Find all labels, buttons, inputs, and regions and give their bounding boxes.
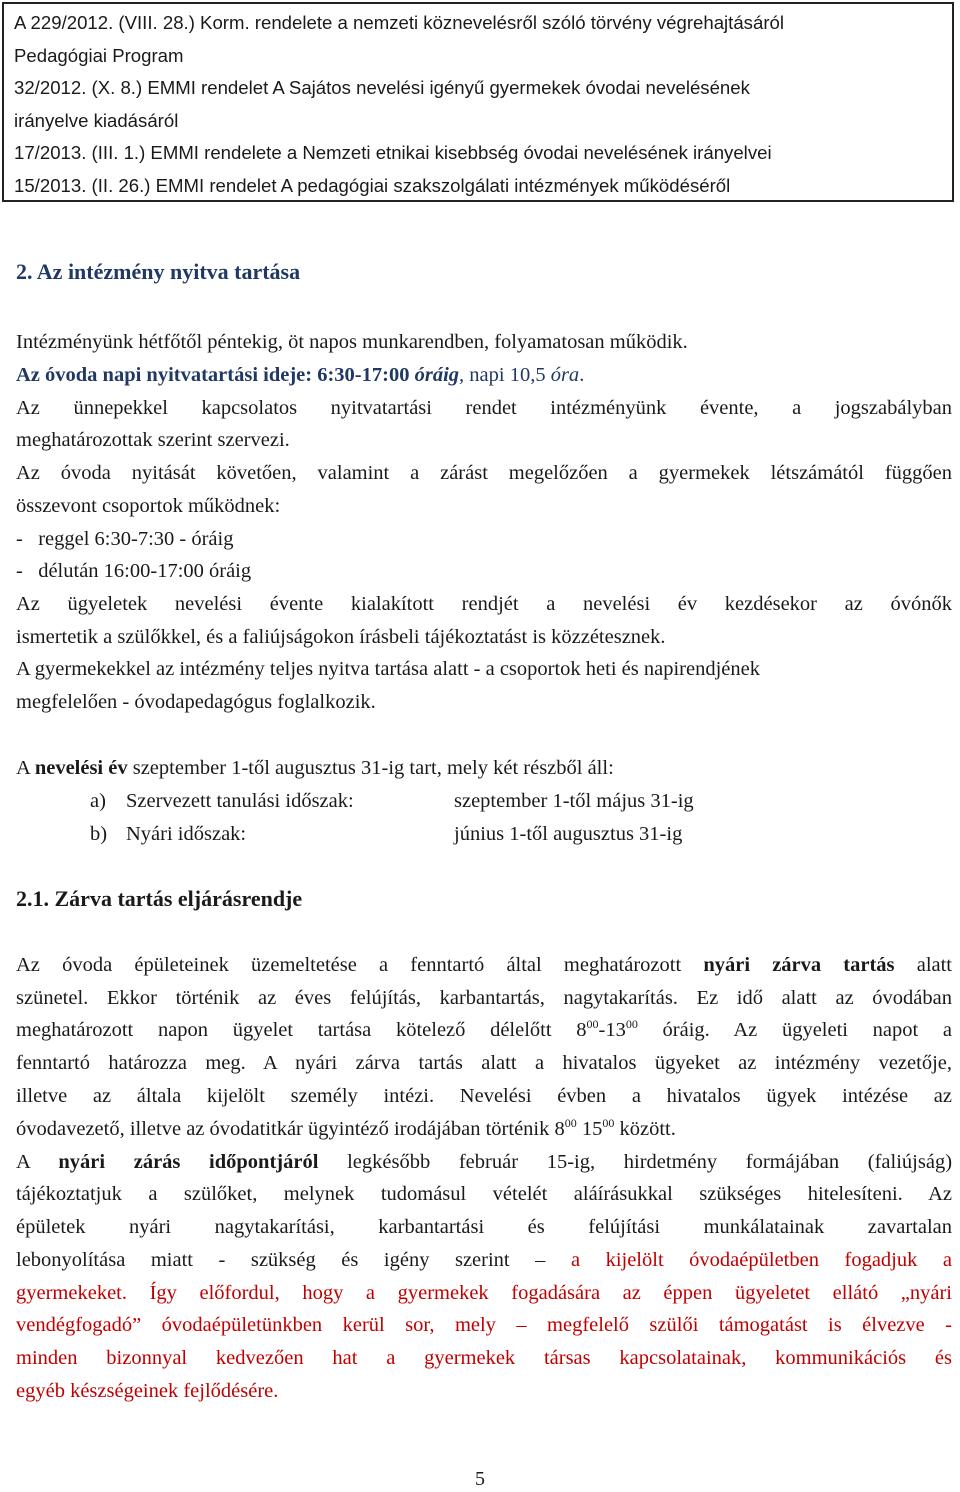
opening-hours-time: 6:30-17:00 [317,364,410,386]
paragraph-line: szünetel. Ekkor történik az éves felújítás, karbantartás, nagytakarítás. Ez idő alatt az óvodában [16,987,952,1009]
superscript: 00 [586,1017,599,1031]
section-heading: 2. Az intézmény nyitva tartása [16,259,301,284]
superscript: 00 [602,1116,615,1130]
period: . [579,364,585,386]
paragraph-line: A gyermekekkel az intézmény teljes nyitva tartása alatt - a csoportok heti és napirendjének [16,658,760,680]
text: A [16,1151,30,1173]
school-year-line [16,756,614,780]
text: 15 [581,1118,603,1140]
reference-line: Pedagógiai Program [14,44,184,66]
item-marker: b) [90,823,108,845]
period-item [90,789,694,813]
reference-line: 17/2013. (III. 1.) EMMI rendelete a Nemzeti etnikai kisebbség óvodai nevelésének irányelvei [14,142,772,163]
reference-line: A 229/2012. (VIII. 28.) Korm. rendelete a nemzeti köznevelésről szóló törvény végrehajtásáról [14,12,784,33]
text: óvodavezető, illetve az óvodatitkár ügyintéző irodájában történik 8 [16,1118,565,1140]
list-item: - délután 16:00-17:00 óráig [16,560,252,582]
paragraph-line: ismertetik a szülőkkel, és a faliújságokon írásbeli tájékoztatást is közzétesznek. [16,626,666,648]
opening-hours-unit2: óra [550,364,580,386]
opening-hours-unit: óráig [414,364,460,386]
period-value: szeptember 1-től május 31-ig [454,790,694,812]
paragraph-line [16,1018,952,1042]
text: szeptember 1-től augusztus 31-ig tart, mely két részből áll: [127,757,614,779]
paragraph-line: Intézményünk hétfőtől péntekig, öt napos munkarendben, folyamatosan működik. [16,331,688,353]
text: alatt [916,954,953,976]
paragraph-line [16,953,952,977]
highlighted-text: a kijelölt óvodaépületben fogadjuk a [570,1249,952,1271]
period-label: Nyári időszak: [126,823,247,845]
reference-line: 15/2013. (II. 26.) EMMI rendelet A pedagógiai szakszolgálati intézmények működéséről [14,174,731,196]
paragraph-line [16,1150,952,1174]
reference-line: 32/2012. (X. 8.) EMMI rendelet A Sajátos nevelési igényű gyermekek óvodai nevelésének [14,77,750,98]
text: meghatározott napon ügyelet tartása kötelező délelőtt 8 [16,1019,587,1041]
item-marker: a) [90,790,106,812]
text: óráig. Az ügyeleti napot a [662,1019,953,1041]
opening-hours-label: Az óvoda napi nyitvatartási ideje: [16,364,313,386]
subsection-heading: 2.1. Zárva tartás eljárásrendje [16,886,303,911]
period-item [90,822,683,846]
paragraph-line: gyermekeket. Így előfordul, hogy a gyermekek fogadására az éppen ügyeletet ellátó „nyári [16,1282,952,1304]
paragraph-line: megfelelően - óvodapedagógus foglalkozik. [16,691,376,713]
summer-closure-term: nyári zárva tartás [703,954,895,976]
text: Az óvoda épületeinek üzemeltetése a fenntartó által meghatározott [16,954,682,976]
text: -13 [598,1019,626,1041]
school-year-term: nevelési év [34,757,128,779]
paragraph-line: minden bizonnyal kedvezően hat a gyermekek társas kapcsolatainak, kommunikációs és [16,1347,952,1369]
paragraph-line: meghatározottak szerint szervezi. [16,429,290,451]
superscript: 00 [625,1017,638,1031]
paragraph-line: épületek nyári nagytakarítási, karbantartási és felújítási munkálatainak zavartalan [16,1216,952,1238]
paragraph-line [16,1117,676,1141]
period-label: Szervezett tanulási időszak: [126,790,354,812]
superscript: 00 [564,1116,577,1130]
summer-closure-date-term: nyári zárás időpontjáról [58,1151,319,1173]
paragraph-line [16,1248,952,1272]
paragraph-line: összevont csoportok működnek: [16,495,281,517]
period-value: június 1-től augusztus 31-ig [454,823,683,845]
text: legkésőbb február 15-ig, hirdetmény formájában (faliújság) [347,1151,953,1173]
paragraph-line: tájékoztatjuk a szülőket, melynek tudomásul vételét aláírásukkal szükséges hitelesíteni. Az [16,1183,952,1205]
paragraph-line: Az óvoda nyitását követően, valamint a zárást megelőzően a gyermekek létszámától függően [16,462,952,484]
reference-line: irányelve kiadásáról [14,109,179,131]
paragraph-line: illetve az általa kijelölt személy intézi. Nevelési évben a hivatalos ügyek intézése az [16,1085,952,1107]
paragraph-line: Az ügyeletek nevelési évente kialakított rendjét a nevelési év kezdésekor az óvónők [16,593,952,615]
opening-hours-daily: , napi 10,5 [459,364,546,386]
paragraph-line: egyéb készségeinek fejlődésére. [16,1380,279,1402]
text: A [16,757,35,779]
list-item: - reggel 6:30-7:30 - óráig [16,528,234,550]
text: lebonyolítása miatt - szükség és igény szerint – [16,1249,546,1271]
page-number: 5 [475,1468,485,1490]
opening-hours-line [16,363,584,387]
legal-references-box [2,2,954,202]
paragraph-line: Az ünnepekkel kapcsolatos nyitvatartási rendet intézményünk évente, a jogszabályban [16,397,952,419]
paragraph-line: fenntartó határozza meg. A nyári zárva tartás alatt a hivatalos ügyeket az intézmény vezetője, [16,1052,952,1074]
paragraph-line: vendégfogadó” óvodaépületünkben kerül sor, mely – megfelelő szülői támogatást is élvezve - [16,1314,952,1336]
text: között. [619,1118,676,1140]
